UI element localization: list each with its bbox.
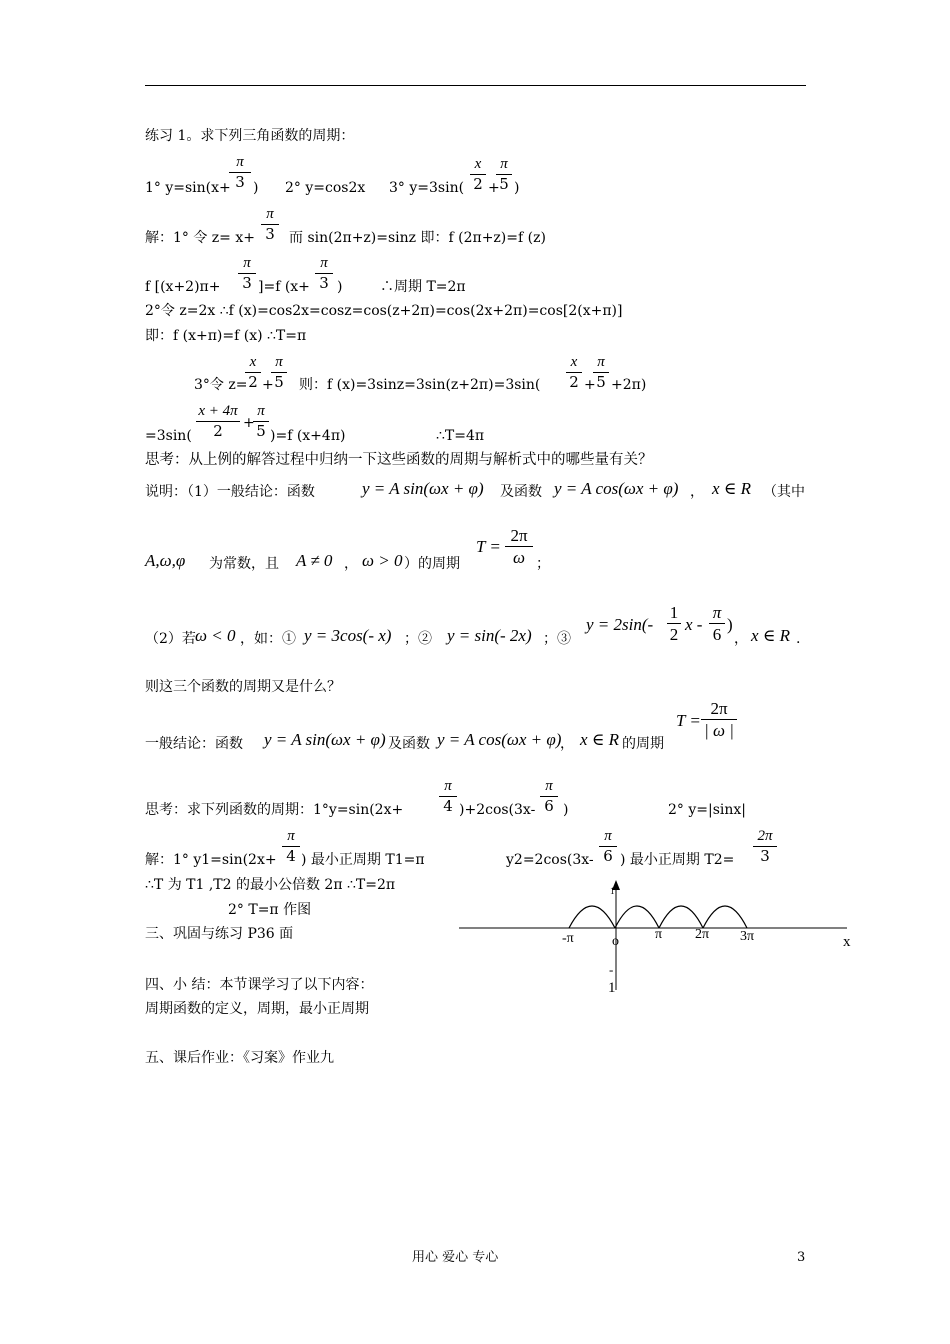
solution-2b: 即：f (x+π)=f (x) ∴T=π — [145, 328, 307, 344]
section-4-content: 周期函数的定义，周期，最小正周期 — [145, 1001, 369, 1017]
fraction-pi-over-5: $\frac{\pi}{5}$ — [593, 355, 609, 390]
fraction-pi-over-4: $\frac{\pi}{4}$ — [282, 829, 300, 864]
curve-arch — [659, 906, 703, 928]
abs-sin-graph — [455, 878, 855, 998]
fraction-2pi-over-abs-omega: $\frac{2\pi}{| \omega |}$ — [701, 700, 737, 739]
formula-cos: y = A cos(ωx + φ) — [437, 730, 562, 749]
fraction-pi-over-3: $\frac{\pi}{3}$ — [238, 256, 256, 291]
section-3: 三、巩固与练习 P36 面 — [145, 926, 294, 942]
explain-line-1: 说明：（1）一般结论：函数 — [145, 484, 315, 500]
omega-positive: ω > 0 — [362, 551, 403, 570]
section-4: 四、小 结：本节课学习了以下内容： — [145, 977, 374, 993]
solution-1d: ]=f (x+ — [258, 279, 310, 295]
solution-3b: 则：f (x)=3sinz=3sin(z+2π)=3sin( — [299, 377, 541, 393]
fraction-pi-over-3: $\frac{\pi}{3}$ — [261, 207, 279, 242]
solution-1a: 解：1° 令 z= x+ — [145, 230, 255, 246]
tick-label: 3π — [740, 929, 755, 944]
formula-sin: y = A sin(ωx + φ) — [264, 730, 386, 749]
t-equals: T = — [676, 711, 701, 730]
tick-label: π — [655, 927, 663, 942]
x-axis-label: x — [843, 934, 851, 950]
tick-label: -π — [562, 931, 574, 946]
explain-period: ）的周期 — [404, 556, 460, 572]
think-2-question: 思考：求下列函数的周期：1°y=sin(2x+ — [145, 802, 404, 818]
period-dot: . — [796, 631, 801, 647]
solution-2-b: ) 最小正周期 T1=π — [301, 852, 425, 868]
paren: ) — [253, 180, 259, 196]
fraction-pi-over-6: $\frac{\pi}{6}$ — [599, 829, 617, 864]
tick-label: 2π — [695, 927, 710, 942]
a-not-zero: A ≠ 0 — [296, 551, 333, 570]
solution-3c: +2π) — [611, 377, 647, 393]
fraction-pi-over-3: $\frac{\pi}{3}$ — [229, 155, 251, 190]
paren: ) — [514, 180, 520, 196]
fraction-2pi-over-omega: $\frac{2\pi}{\omega}$ — [505, 527, 533, 566]
fraction-x-over-2: $\frac{x}{2}$ — [566, 355, 582, 390]
exercise-title: 练习 1。求下列三角函数的周期： — [145, 128, 355, 144]
explain-examples: ，如：① — [240, 631, 296, 647]
fraction-pi-over-3: $\frac{\pi}{3}$ — [315, 256, 333, 291]
question-1: 1° y=sin(x+ — [145, 180, 231, 196]
solution-3-period: ∴T=4π — [436, 428, 485, 444]
solution-3d: =3sin( — [145, 428, 192, 444]
paren: ) — [337, 279, 343, 295]
fraction-pi-over-5: $\frac{\pi}{5}$ — [271, 355, 287, 390]
plus: + — [243, 415, 255, 431]
fraction-pi-over-4: $\frac{\pi}{4}$ — [439, 779, 457, 814]
y-tick-label: - — [609, 962, 614, 977]
solution-2-f: 2° T=π 作图 — [228, 902, 312, 918]
fraction-pi-over-6: $\frac{\pi}{6}$ — [540, 779, 558, 814]
explain-question: 则这三个函数的周期又是什么？ — [145, 679, 341, 695]
fraction-x-over-2: $\frac{x}{2}$ — [245, 355, 261, 390]
tick-label: o — [612, 934, 619, 949]
paren: ) — [563, 802, 569, 818]
explain-and: 及函数 — [388, 736, 430, 752]
solution-1b: 而 sin(2π+z)=sinz 即：f (2π+z)=f (z) — [289, 230, 546, 246]
solution-3a: 3°令 z= — [194, 377, 248, 393]
fraction-2pi-over-3: $\frac{2\pi}{3}$ — [753, 829, 777, 864]
explain-line-3: （2）若 — [145, 631, 196, 647]
comma: ， — [690, 484, 704, 500]
footer-motto: 用心 爱心 专心 — [412, 1250, 499, 1265]
general-conclusion: 一般结论：函数 — [145, 736, 243, 752]
page-number: 3 — [797, 1250, 806, 1265]
fraction-1-over-2: $\frac{1}{2}$ — [667, 604, 681, 643]
curve-arch — [615, 906, 659, 928]
comma: ， — [344, 556, 358, 572]
header-rule — [145, 85, 806, 86]
plus: + — [584, 377, 596, 393]
comma: ， — [560, 736, 574, 752]
example-b: y = sin(- 2x) — [447, 626, 532, 645]
solution-1-period: ∴周期 T=2π — [380, 279, 466, 295]
formula-cos: y = A cos(ωx + φ) — [554, 479, 679, 498]
omega-negative: ω < 0 — [195, 626, 236, 645]
explain-constants: 为常数，且 — [209, 556, 279, 572]
explain-paren: （其中 — [763, 484, 805, 500]
fraction-pi-over-5: $\frac{\pi}{5}$ — [253, 404, 269, 439]
example-c: y = 2sin(- — [586, 615, 654, 634]
explain-and: 及函数 — [500, 484, 542, 500]
curve-arch — [703, 906, 747, 928]
fraction-pi-over-6: $\frac{\pi}{6}$ — [709, 604, 725, 643]
curve-arch — [569, 906, 615, 928]
comma: ， — [734, 631, 748, 647]
x-in-r: x ∈ R — [751, 626, 791, 645]
x-in-r: x ∈ R — [580, 730, 620, 749]
x-in-r: x ∈ R — [712, 479, 752, 498]
y-tick-label: 1 — [610, 886, 615, 896]
question-3: 3° y=3sin( — [389, 180, 465, 196]
solution-2a: 2°令 z=2x ∴f (x)=cos2x=cosz=cos(z+2π)=cos(2x+2π)=cos[2(x+π)] — [145, 303, 623, 319]
constants: A,ω,φ — [145, 551, 186, 570]
semicolon: ； — [536, 556, 550, 572]
question-2: 2° y=cos2x — [285, 180, 366, 196]
solution-3e: )=f (x+4π) — [270, 428, 346, 444]
think-question: 思考：从上例的解答过程中归纳一下这些函数的周期与解析式中的哪些量有关？ — [145, 452, 653, 468]
solution-2-d: ) 最小正周期 T2= — [620, 852, 735, 868]
t-equals: T = — [476, 537, 501, 556]
example-a: y = 3cos(- x) — [304, 626, 392, 645]
section-5: 五、课后作业：《习案》作业九 — [145, 1050, 334, 1066]
fraction-x-over-2: $\frac{x}{2}$ — [470, 157, 486, 192]
example-c-x: x - — [685, 615, 703, 634]
y-tick-label: 1 — [608, 980, 616, 996]
solution-1c: f [(x+2)π+ — [145, 279, 221, 295]
explain-sep: ；③ — [543, 631, 571, 647]
solution-2-e: ∴T 为 T1 ,T2 的最小公倍数 2π ∴T=2π — [145, 877, 396, 893]
explain-period: 的周期 — [622, 736, 664, 752]
solution-2-c: y2=2cos(3x- — [506, 852, 594, 868]
paren: ) — [727, 615, 733, 634]
fraction-x-plus-4pi-over-2: $\frac{x + 4\pi}{2}$ — [196, 404, 240, 439]
think-2-cos: )+2cos(3x- — [459, 802, 536, 818]
solution-2-a: 解：1° y1=sin(2x+ — [145, 852, 277, 868]
plus: + — [488, 180, 500, 196]
explain-sep: ；② — [404, 631, 432, 647]
formula-sin: y = A sin(ωx + φ) — [362, 479, 484, 498]
plus: + — [262, 377, 274, 393]
think-2-abs: 2° y=|sinx| — [668, 802, 747, 818]
fraction-pi-over-5: $\frac{\pi}{5}$ — [496, 157, 512, 192]
